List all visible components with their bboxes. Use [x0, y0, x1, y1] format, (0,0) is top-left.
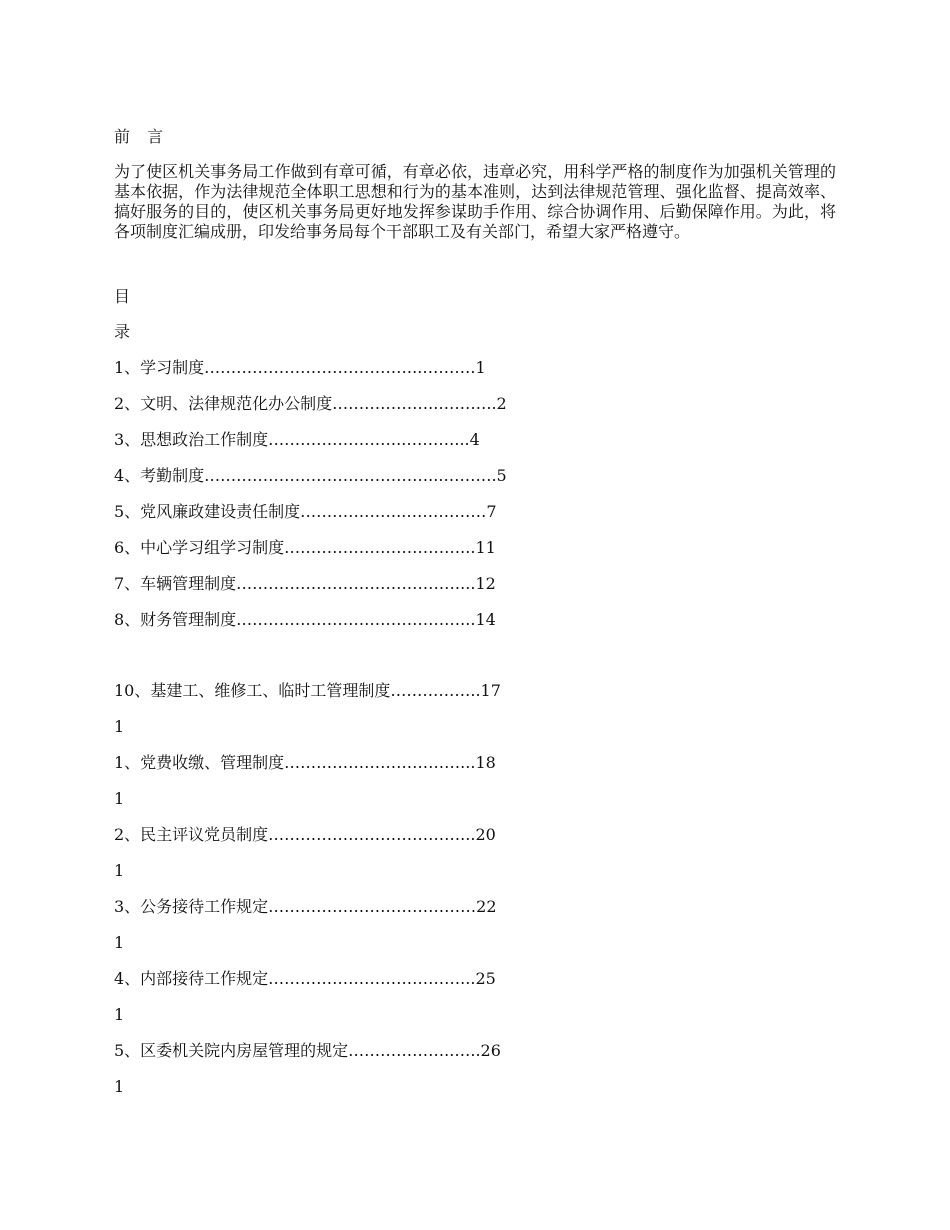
toc-entry: 5、党风廉政建设责任制度………………..……………7 [114, 502, 497, 521]
toc-entry: 3、思想政治工作制度……………………..………...4 [114, 430, 480, 449]
toc-entry: 4、考勤制度……………………………………...……….5 [114, 466, 507, 485]
toc-page-marker: 1 [114, 1005, 125, 1024]
toc-page-marker: 1 [114, 717, 125, 736]
toc-entry: 4、内部接待工作规定………………………………...25 [114, 969, 496, 988]
toc-entry: 8、财务管理制度……………………………………...14 [114, 610, 496, 629]
toc-entry: 5、区委机关院内房屋管理的规定………………..…..26 [114, 1041, 501, 1060]
toc-entry: 10、基建工、维修工、临时工管理制度……………..17 [114, 681, 501, 700]
preface-paragraph: 为了使区机关事务局工作做到有章可循，有章必依，违章必究，用科学严格的制度作为加强机关管理的基本依据，作为法律规范全体职工思想和行为的基本准则，达到法律规范管理、强化监督、提高效率、搞好服务的目的，使区机关事务局更好地发挥参谋助手作用、综合协调作用、后勤保障作用。为此，将各项制度汇编成册，印发给事务局每个干部职工及有关部门，希望大家严格遵守。 [114, 162, 836, 241]
toc-page-marker: 1 [114, 933, 125, 952]
toc-entry: 6、中心学习组学习制度……………………………...11 [114, 538, 496, 557]
preface-heading: 前 言 [114, 127, 170, 146]
toc-entry: 7、车辆管理制度……………………………………...12 [114, 574, 496, 593]
toc-page-marker: 1 [114, 861, 125, 880]
toc-entry: 1、党费收缴、管理制度……………………………...18 [114, 753, 496, 772]
toc-page-marker: 1 [114, 1077, 125, 1096]
toc-entry: 2、民主评议党员制度………………………………...20 [114, 825, 496, 844]
toc-entry: 1、学习制度…………………………………..……….1 [114, 358, 486, 377]
toc-heading-second-char: 录 [114, 322, 131, 341]
toc-entry: 3、公务接待工作规定…………………………………22 [114, 897, 497, 916]
toc-heading-first-char: 目 [114, 287, 131, 306]
toc-entry: 2、文明、法律规范化办公制度………………..………..2 [114, 394, 507, 413]
toc-page-marker: 1 [114, 789, 125, 808]
